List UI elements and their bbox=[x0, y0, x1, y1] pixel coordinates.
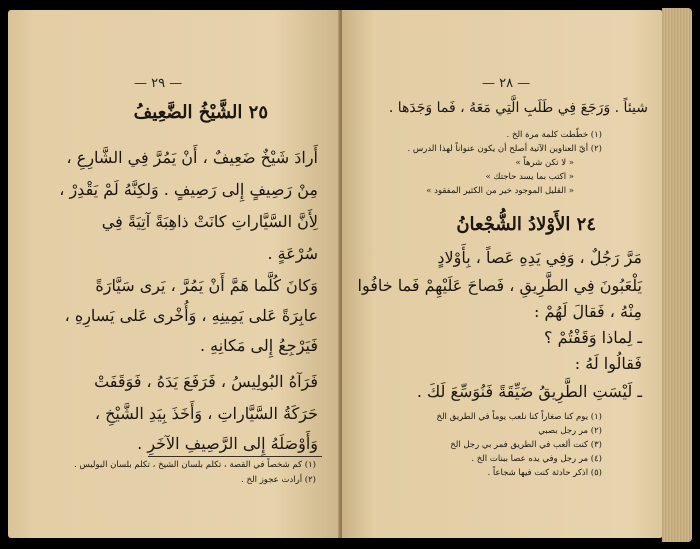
text-line: حَرَكَةُ السَّيَّاراتِ ، وَأَخَذَ بِيَدِ الشَّيْخِ ، bbox=[94, 404, 318, 423]
exercise-item: (١) خطّطت كلمة مرة الخ . bbox=[506, 130, 602, 140]
text-line: وَكانَ كُلَّما هَمَّ أَنْ يَمُرَّ ، يَرى سَيَّارَةً bbox=[95, 276, 318, 295]
text-line: فَرَآهُ البُولِيسُ ، فَرَفَعَ يَدَهُ ، فَوَقَفَتْ bbox=[94, 372, 318, 391]
text-line: ـ لِماذا وَقَفْتُمْ ؟ bbox=[544, 328, 642, 347]
text-line: مِنْهُ ، فَقالَ لَهُمْ : bbox=[533, 302, 642, 321]
page-edges bbox=[662, 8, 692, 542]
exercise-item: (١) يوم كنا صغاراً كنا نلعب يوماً في الطريق الخ bbox=[436, 412, 602, 422]
text-line: مَرَّ رَجُلٌ ، وَفِي يَدِهِ عَصاً ، بِأَوْلادٍ bbox=[437, 248, 642, 267]
text-line: سُرْعَةٍ . bbox=[267, 244, 318, 263]
exercise-item: (٥) اذكر حادثة كنت فيها شجاعاً . bbox=[487, 468, 602, 478]
exercise-item: « لا تكن شرهاً » bbox=[515, 158, 574, 168]
page-number: — ٢٩ — bbox=[134, 76, 183, 91]
exercise-item: (٤) مر رجل وفي يده عصا ببنات الخ . bbox=[471, 454, 602, 464]
text-line: لِأَنَّ السَّيَّاراتِ كانَتْ ذاهِبَةً آتِيَةً فِي bbox=[101, 212, 318, 231]
footnote: (١) كم شخصاً في القصة ، تكلم بلسان الشيخ ، تكلم بلسان البوليس . bbox=[74, 460, 316, 470]
text-line: عابِرَةً عَلى يَمِينِهِ ، وَأُخْرى عَلى يَسارِهِ ، bbox=[64, 306, 318, 325]
right-page bbox=[342, 10, 662, 538]
text-line: مِنْ رَصِيفٍ إِلى رَصِيفٍ . وَلكِنَّهُ لَمْ يَقْدِرْ ، bbox=[59, 180, 318, 199]
exercise-item: « القليل الموجود خير من الكثير المفقود » bbox=[426, 186, 574, 196]
exercise-item: (٢) أيّ العناوين الآتية أصلح أن يكون عنواناً لهذا الدرس . bbox=[407, 144, 602, 154]
text-line: ـ لَيْسَتِ الطَّرِيقُ ضَيِّقَةً فَنُوَسِّعَ لَكَ . bbox=[416, 382, 642, 401]
lesson-title: ٢٥ الشَّيْخُ الضَّعِيفُ bbox=[133, 102, 268, 123]
exercise-item: « اكتب بما يسد حاجتك » bbox=[485, 172, 574, 182]
lesson-title: ٢٤ الأَوْلادُ الشُّجْعانُ bbox=[456, 214, 596, 235]
text-line: أَرادَ شَيْخٌ ضَعِيفٌ ، أَنْ يَمُرَّ فِي الشَّارِعِ ، bbox=[66, 148, 318, 167]
left-page bbox=[8, 10, 340, 538]
open-book bbox=[8, 6, 692, 544]
exercise-item: (٢) مر رجل بصبي bbox=[538, 426, 602, 436]
exercise-item: (٣) كنت ألعب في الطريق فمر بي رجل الخ bbox=[450, 440, 602, 450]
text-line: فَقالُوا لَهُ : bbox=[574, 354, 642, 373]
footnote-divider bbox=[148, 456, 322, 457]
text-line: فَيَرْجِعُ إِلى مَكانِهِ . bbox=[199, 336, 318, 355]
text-line: شيئاً . وَرَجَعَ فِي طَلَبِ الَّتِي مَعَهُ ، فَما وَجَدَها . bbox=[388, 100, 648, 116]
page-number: — ٢٨ — bbox=[482, 76, 531, 91]
text-line: يَلْعَبُونَ فِي الطَّرِيقِ ، فَصاحَ عَلَيْهِمْ فَما خافُوا bbox=[357, 276, 642, 295]
footnote: (٢) أرادت عجوز الخ . bbox=[241, 475, 316, 485]
text-line: وَأَوْصَلَهُ إِلى الرَّصِيفِ الآخَرِ . bbox=[137, 434, 318, 453]
